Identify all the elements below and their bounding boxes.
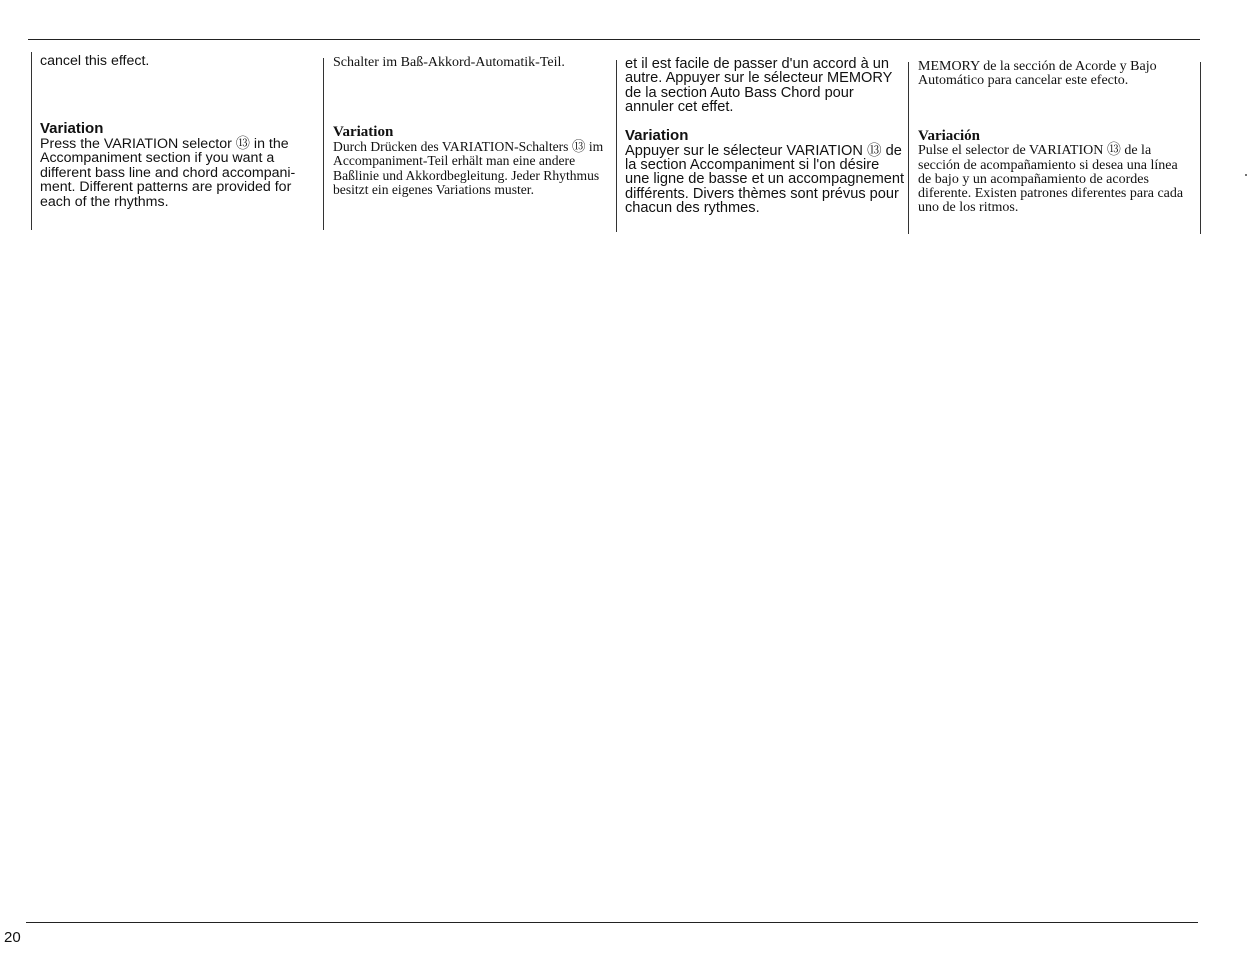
english-variation-heading: Variation — [40, 119, 104, 137]
french-variation-heading: Variation — [625, 126, 689, 144]
top-rule — [28, 39, 1200, 40]
english-column — [40, 50, 312, 209]
column-divider-french-spanish — [908, 62, 909, 234]
spanish-continuation-text: MEMORY de la sección de Acorde y Bajo Automático para cancelar este efecto. — [918, 59, 1157, 89]
column-divider-english-german — [323, 58, 324, 230]
column-divider-left-english — [31, 52, 32, 230]
column-divider-german-french — [616, 60, 617, 232]
spanish-variation-heading: Variación — [918, 128, 980, 145]
german-column — [333, 50, 605, 197]
french-variation-body: Appuyer sur le sélecteur VARIATION ⑬ de la section Accompaniment si l'on désire une ligne de basse et un accompagnement différents. Divers thèmes sont prévus pour chacun des rythmes. — [625, 142, 905, 217]
english-continuation-text: cancel this effect. — [40, 53, 150, 69]
scan-speck — [1245, 174, 1247, 176]
french-continuation-text: et il est facile de passer d'un accord à un autre. Appuyer sur le sélecteur MEMORY de la section Auto Bass Chord pour annuler cet effet. — [625, 56, 893, 116]
german-variation-body: Durch Drücken des VARIATION-Schalters ⑬ im Accompaniment-Teil erhält man eine andere Baßlinie und Akkordbegleitung. Jeder Rhythmus besitzt ein eigenes Variations muster. — [333, 139, 604, 197]
spanish-column — [918, 50, 1190, 215]
french-column — [625, 50, 905, 216]
page-number: 20 — [4, 929, 21, 946]
bottom-rule — [26, 922, 1198, 923]
spanish-variation-body: Pulse el selector de VARIATION ⑬ de la sección de acompañamiento si desea una línea de bajo y un acompañamiento de acordes diferente. Existen patrones diferentes para cada uno de los ritmos. — [918, 143, 1184, 216]
german-variation-heading: Variation — [333, 124, 394, 141]
column-divider-right-spanish — [1200, 62, 1201, 234]
german-continuation-text: Schalter im Baß-Akkord-Automatik-Teil. — [333, 55, 565, 70]
english-variation-body: Press the VARIATION selector ⑬ in the Accompaniment section if you want a different bass line and chord accompani-ment. Different patterns are provided for each of the rhythms. — [40, 135, 296, 210]
